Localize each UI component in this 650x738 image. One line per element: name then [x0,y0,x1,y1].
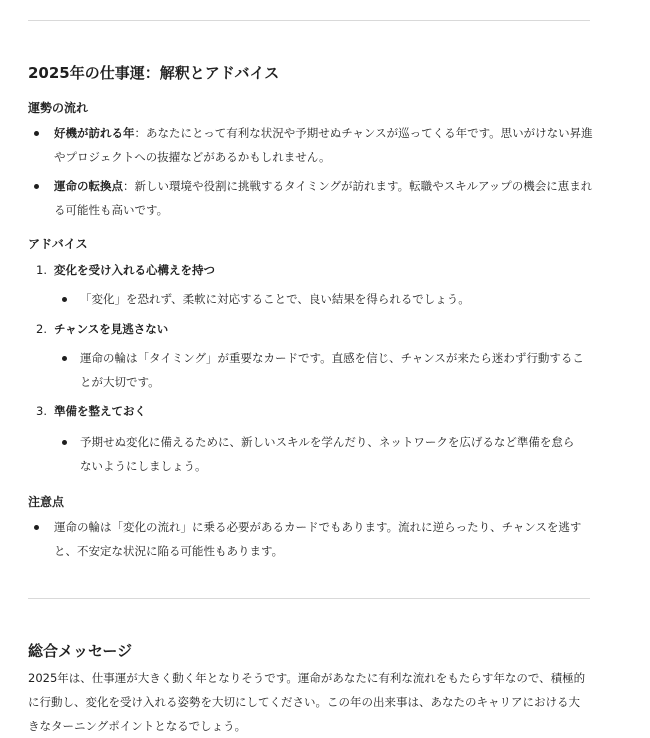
bullet-icon [34,184,39,189]
fortune-item-text: あなたにとって有利な状況や予期せぬチャンスが巡ってくる年です。思いがけない昇進やプロジェクトへの抜擢などがあるかもしれません。 [54,126,593,164]
page-title: 2025年の仕事運：解釈とアドバイス [28,64,280,82]
advice-title: チャンスを見逃さない [54,322,169,336]
fortune-item-1: 好機が訪れる年：あなたにとって有利な状況や予期せぬチャンスが巡ってくる年です。思いがけない昇進やプロジェクトへの抜擢などがあるかもしれません。 [54,126,593,164]
advice-detail: 予期せぬ変化に備えるために、新しいスキルを学んだり、ネットワークを広げるなど準備を怠らないようにしましょう。 [80,435,575,473]
advice-number: 2. [36,322,47,336]
advice-detail: 「変化」を恐れず、柔軟に対応することで、良い結果を得られるでしょう。 [80,292,470,306]
fortune-heading: 運勢の流れ [28,101,89,115]
advice-number: 1. [36,263,47,277]
fortune-item-2: 運命の転換点：新しい環境や役割に挑戦するタイミングが訪れます。転職やスキルアップの機会に恵まれる可能性も高いです。 [54,179,593,217]
advice-heading: アドバイス [28,237,88,251]
fortune-item-term: 運命の転換点 [54,179,123,193]
summary-heading: 総合メッセージ [28,642,133,660]
bullet-icon [62,356,67,361]
bullet-icon [62,440,67,445]
summary-text: 2025年は、仕事運が大きく動く年となりそうです。運命があなたに有利な流れをもたらす年なので、積極的に行動し、変化を受け入れる姿勢を大切にしてください。この年の出来事は、あなたのキャリアにおける大きなターニングポイントとなるでしょう。 [28,671,586,733]
advice-title: 変化を受け入れる心構えを持つ [54,263,215,277]
advice-detail: 運命の輪は「タイミング」が重要なカードです。直感を信じ、チャンスが来たら迷わず行動することが大切です。 [80,351,584,389]
bullet-icon [62,297,67,302]
bullet-icon [34,131,39,136]
section-divider [28,598,590,599]
advice-number: 3. [36,404,47,418]
bullet-icon [34,525,39,530]
fortune-item-text: 新しい環境や役割に挑戦するタイミングが訪れます。転職やスキルアップの機会に恵まれる可能性も高いです。 [54,179,593,217]
caution-text: 運命の輪は「変化の流れ」に乗る必要があるカードでもあります。流れに逆らったり、チャンスを逃すと、不安定な状況に陥る可能性もあります。 [54,520,582,558]
top-divider [28,20,590,21]
fortune-item-term: 好機が訪れる年 [54,126,135,140]
caution-heading: 注意点 [28,495,65,509]
advice-title: 準備を整えておく [54,404,146,418]
